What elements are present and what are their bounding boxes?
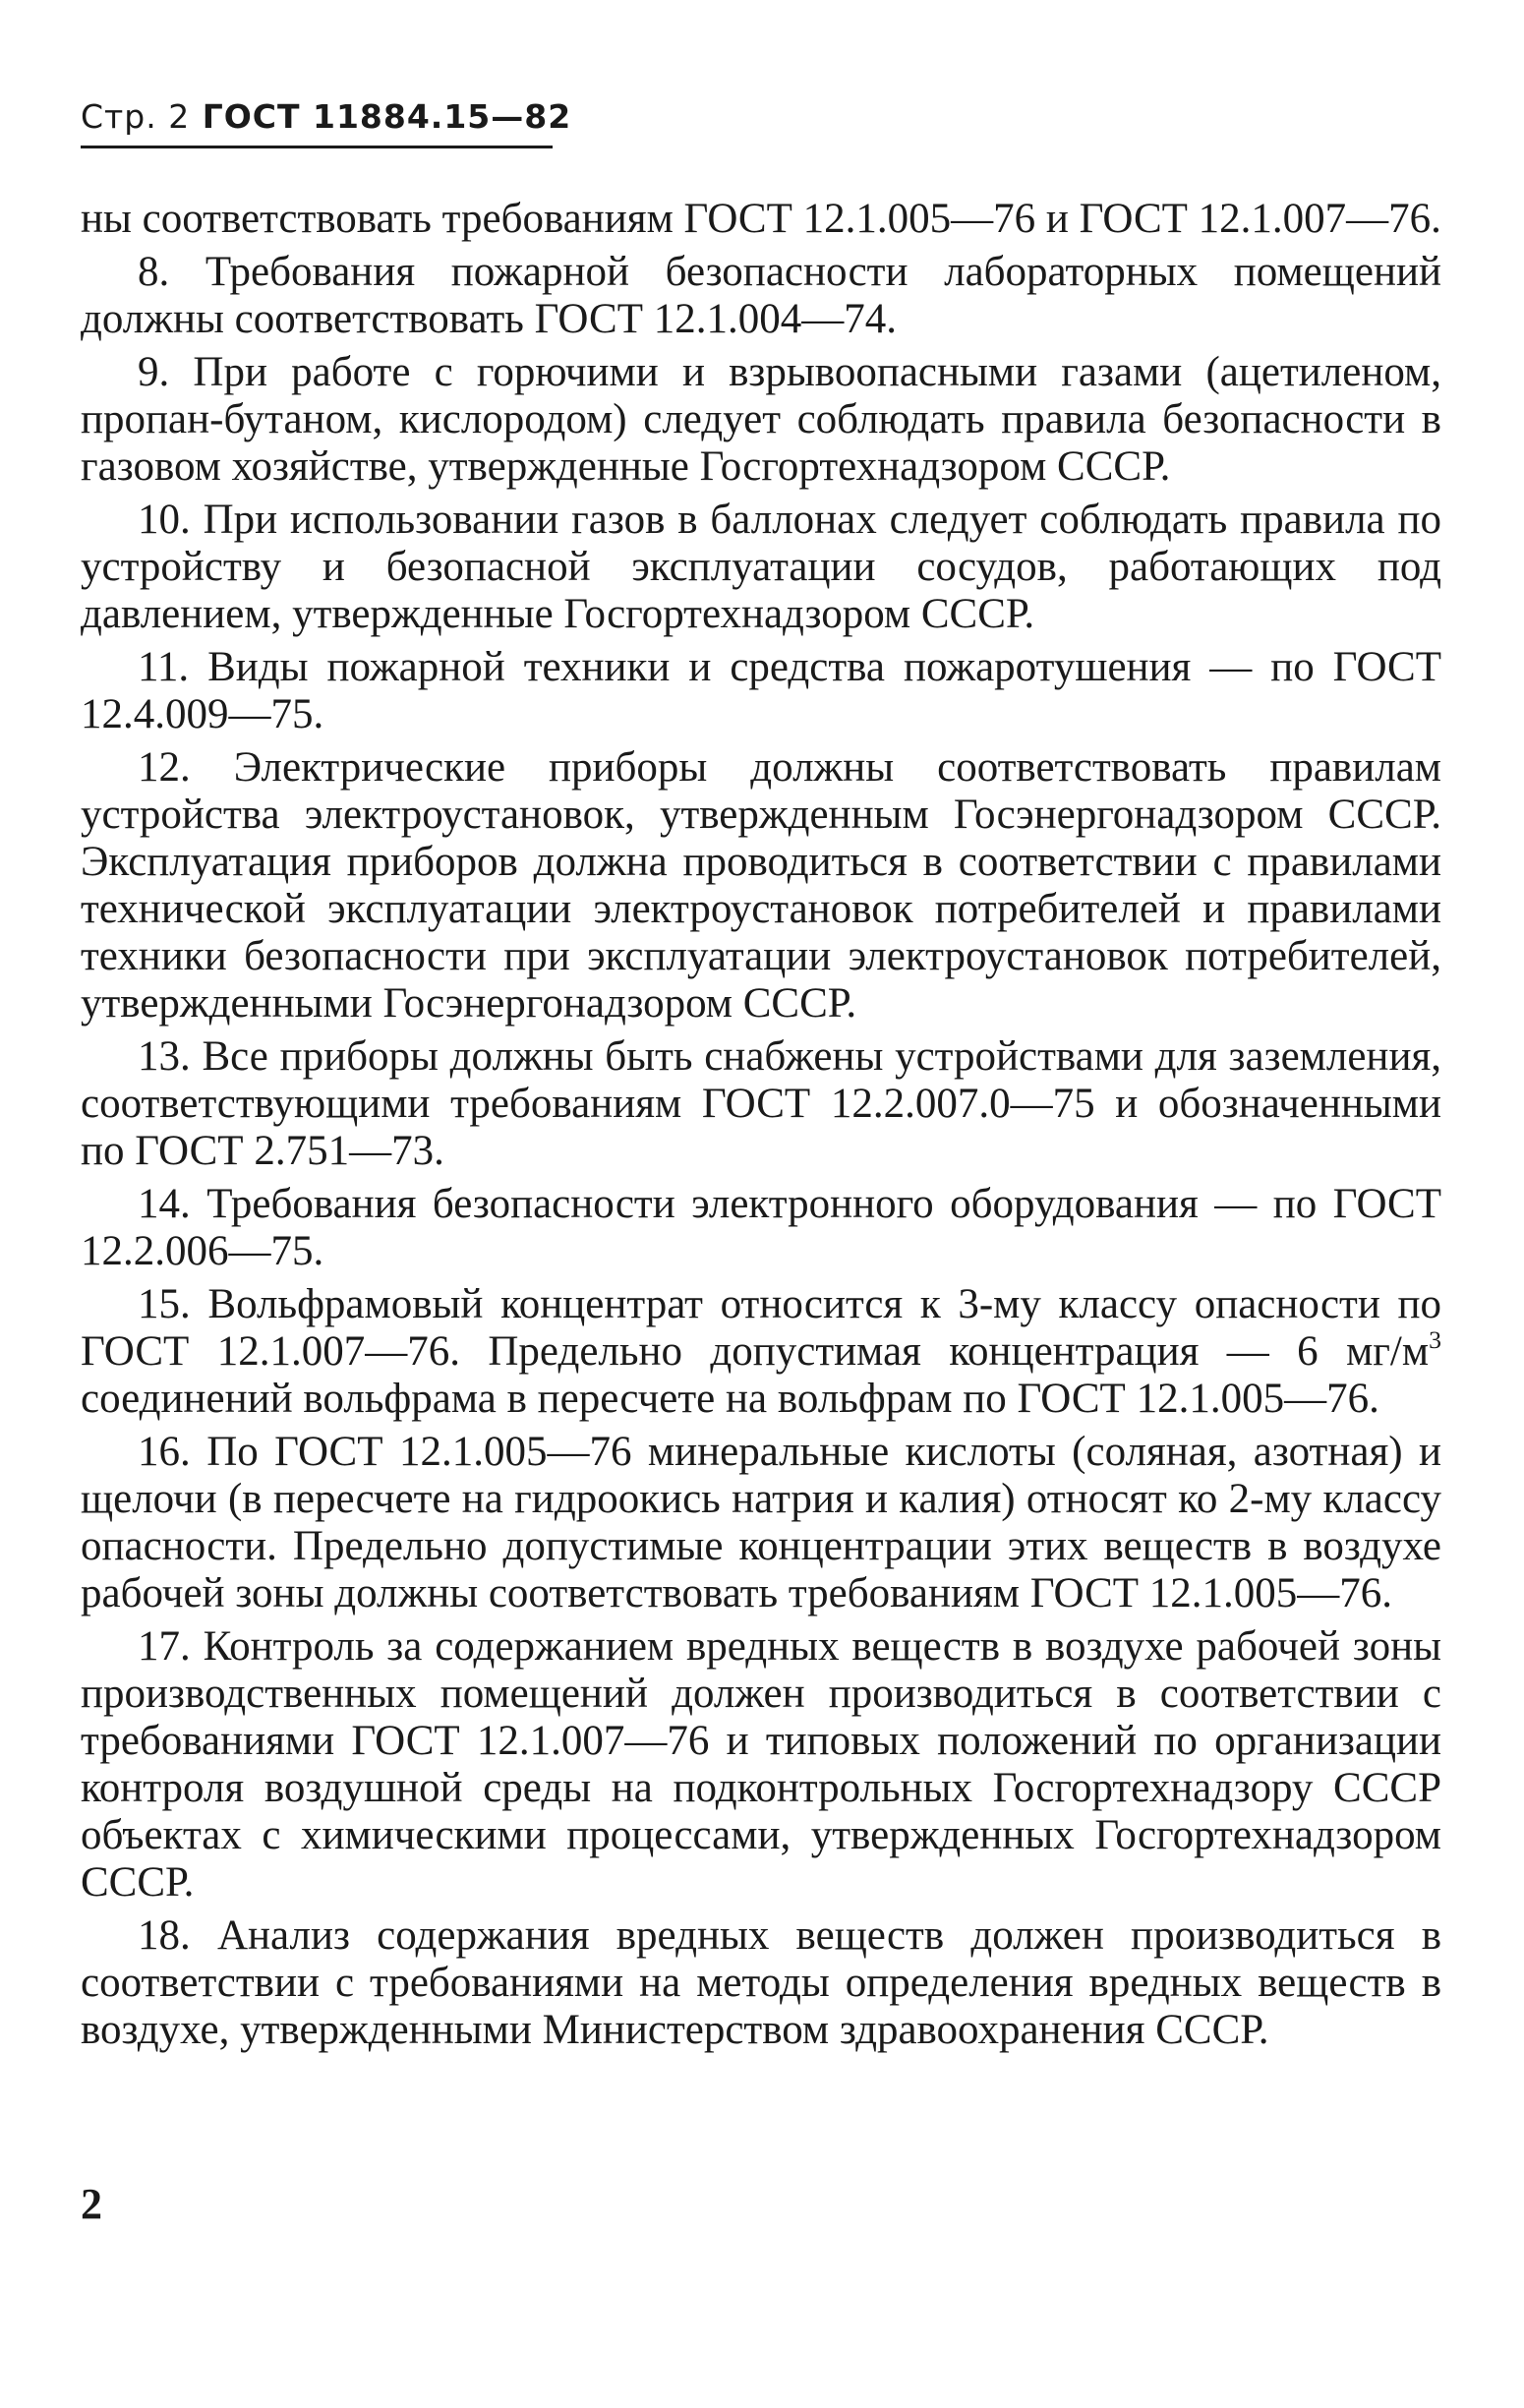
page-number: 2 xyxy=(81,2180,102,2228)
document-page xyxy=(81,98,1441,2060)
paragraph-17: 17. Контроль за содержанием вредных веществ в воздухе рабочей зоны производственных помещений должен производиться в соответствии с требованиями ГОСТ 12.1.007—76 и типовых положений по организации контроля воздушной среды на подконтрольных Госгортехнадзору СССР объектах с химическими процессами, утвержденных Госгортехнадзором СССР. xyxy=(81,1623,1441,1906)
paragraph-15-text-before: 15. Вольфрамовый концентрат относится к 3-му классу опасности по ГОСТ 12.1.007—76. Предельно допустимая концентрация — 6 мг/м xyxy=(81,1281,1441,1375)
paragraph-8: 8. Требования пожарной безопасности лабораторных помещений должны соответствовать ГОСТ 12.1.004—74. xyxy=(81,249,1441,342)
document-body xyxy=(81,196,1441,2054)
paragraph-9: 9. При работе с горючими и взрывоопасными газами (ацетиленом, пропан-бутаном, кислородом) следует соблюдать правила безопасности в газовом хозяйстве, утвержденные Госгортехнадзором СССР. xyxy=(81,349,1441,490)
paragraph-15 xyxy=(81,1281,1441,1423)
paragraph-10: 10. При использовании газов в баллонах следует соблюдать правила по устройству и безопасной эксплуатации сосудов, работающих под давлением, утвержденные Госгортехнадзором СССР. xyxy=(81,497,1441,637)
paragraph-11: 11. Виды пожарной техники и средства пожаротушения — по ГОСТ 12.4.009—75. xyxy=(81,644,1441,737)
paragraph-18: 18. Анализ содержания вредных веществ должен производиться в соответствии с требованиями на методы определения вредных веществ в воздухе, утвержденными Министерством здравоохранения СССР. xyxy=(81,1912,1441,2053)
paragraph-15-text-after: соединений вольфрама в пересчете на вольфрам по ГОСТ 12.1.005—76. xyxy=(81,1376,1379,1422)
paragraph-13: 13. Все приборы должны быть снабжены устройствами для заземления, соответствующими требованиям ГОСТ 12.2.007.0—75 и обозначенными по ГОСТ 2.751—73. xyxy=(81,1033,1441,1174)
paragraph-12: 12. Электрические приборы должны соответствовать правилам устройства электроустановок, утвержденным Госэнергонадзором СССР. Эксплуатация приборов должна проводиться в соответствии с правилами технической эксплуатации электроустановок потребителей и правилами техники безопасности при эксплуатации электроустановок потребителей, утвержденными Госэнергонадзором СССР. xyxy=(81,744,1441,1027)
page-prefix: Стр. 2 xyxy=(81,97,191,136)
paragraph-16: 16. По ГОСТ 12.1.005—76 минеральные кислоты (соляная, азотная) и щелочи (в пересчете на гидроокись натрия и калия) относят ко 2-му классу опасности. Предельно допустимые концентрации этих веществ в воздухе рабочей зоны должны соответствовать требованиям ГОСТ 12.1.005—76. xyxy=(81,1429,1441,1616)
paragraph-continuation: ны соответствовать требованиям ГОСТ 12.1.005—76 и ГОСТ 12.1.007—76. xyxy=(81,196,1441,242)
paragraph-14: 14. Требования безопасности электронного оборудования — по ГОСТ 12.2.006—75. xyxy=(81,1181,1441,1274)
superscript-cubic: 3 xyxy=(1429,1325,1441,1355)
standard-code: ГОСТ 11884.15—82 xyxy=(202,97,572,136)
header-rule xyxy=(81,146,553,148)
page-header xyxy=(81,97,572,146)
